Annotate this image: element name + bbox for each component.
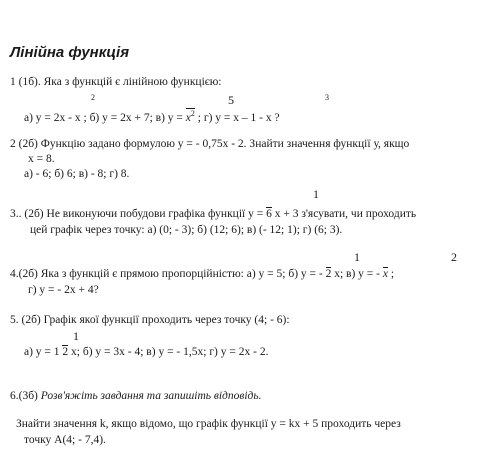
- q4-fraction2-denominator: х: [382, 268, 388, 280]
- q3-fraction-denominator: 6: [266, 208, 272, 220]
- q3-fraction-numerator: 1: [313, 187, 319, 201]
- q4-line2: г) у = - 2х + 4?: [28, 284, 99, 296]
- q4-line1: 4.(2б) Яка з функцій є прямою пропорційністю: а) у = 5; б) у = - 2 х; в) у = - х ;: [10, 268, 395, 280]
- q5-line1: 5. (2б) Графік якої функції проходить через точку (4; - 6):: [10, 314, 290, 326]
- q4-fraction1-numerator: 1: [354, 250, 360, 264]
- q4-fraction2-numerator: 2: [451, 250, 457, 264]
- q1-answers-right: ; г) у = х – 1 - х ?: [197, 111, 280, 124]
- q6-heading: 6.(3б) Розв'яжіть завдання та запишіть відповідь.: [10, 390, 262, 402]
- q2-answers: а) - 6; б) 6; в) - 8; г) 8.: [24, 168, 130, 180]
- q4-fraction1-denominator: 2: [325, 268, 332, 280]
- q3-line1: 3.. (2б) Не виконуючи побудови графіка функції у = 6 х + 3 з'ясувати, чи проходить: [10, 208, 417, 220]
- q1-superscript-d: 3: [325, 93, 329, 102]
- q2-line1: 2 (2б) Функцію задано формулою у = - 0,75х - 2. Знайти значення функції у, якщо: [10, 138, 410, 150]
- q1-answers-left: а) у = 2х - х ; б) у = 2х + 7; в) у =: [24, 111, 186, 124]
- q1-answers: [24, 108, 280, 124]
- q5-line2: а) у = 1 2 х; б) у = 3х - 4; в) у = - 1,5х; г) у = 2х - 2.: [24, 346, 269, 358]
- q2-line2: х = 8.: [28, 153, 55, 165]
- q3-line2: цей графік через точку: а) (0; - 3); б) (12; 6); в) (- 12; 1); г) (6; 3).: [30, 224, 343, 236]
- q1-fraction-numerator: 5: [228, 93, 234, 107]
- q6-line2: точку А(4; - 7,4).: [24, 434, 106, 446]
- q6-line1: Знайти значення k, якщо відомо, що графік функції у = kх + 5 проходить через: [16, 418, 401, 430]
- q5-fraction-denominator: 2: [62, 346, 69, 358]
- q1-superscript-a: 2: [91, 93, 95, 102]
- q1-text: 1 (1б). Яка з функцій є лінійною функцією:: [10, 76, 222, 88]
- q5-fraction-numerator: 1: [73, 329, 79, 343]
- page-title: Лінійна функція: [10, 44, 130, 61]
- q1-fraction-denominator: $x^2$: [185, 109, 195, 124]
